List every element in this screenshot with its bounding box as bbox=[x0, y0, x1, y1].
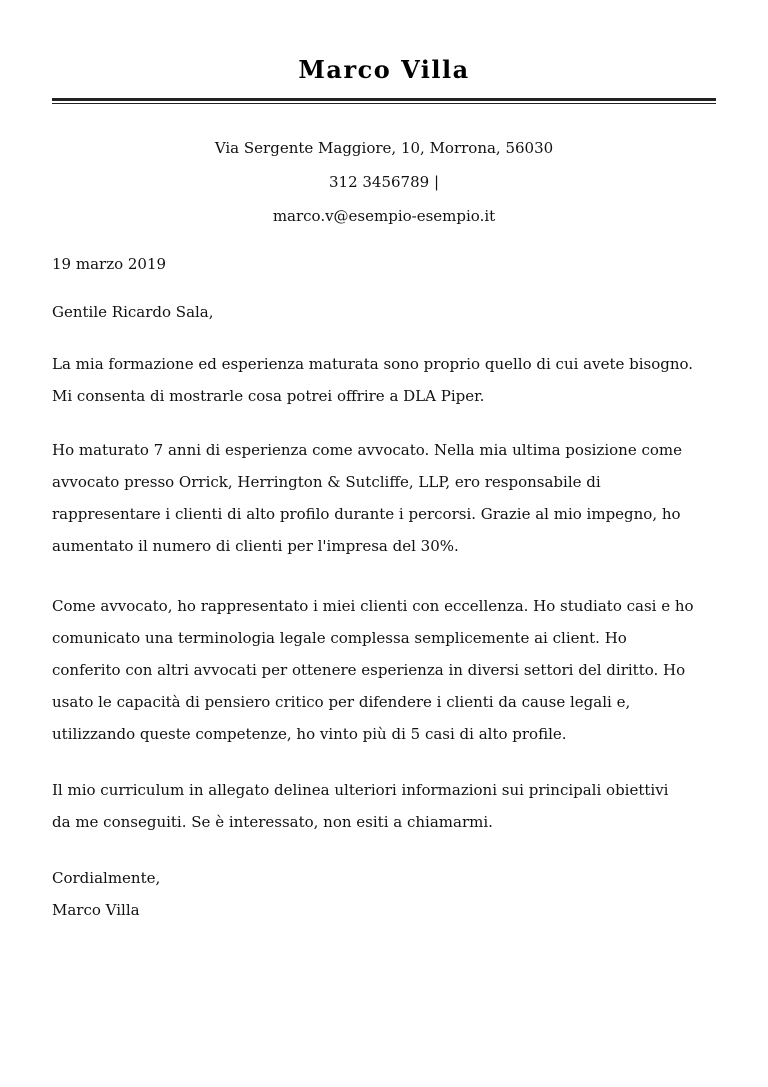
paragraph-line: Il mio curriculum in allegato delinea ulteriori informazioni sui principali obiettivi bbox=[52, 781, 669, 799]
paragraph-line: comunicato una terminologia legale complessa semplicemente ai client. Ho bbox=[52, 629, 627, 647]
closing: Cordialmente, bbox=[52, 869, 161, 887]
paragraph-closing-remarks bbox=[52, 774, 724, 838]
sender-email: marco.v@esempio-esempio.it bbox=[272, 207, 496, 225]
paragraph-skills bbox=[52, 590, 724, 750]
sender-phone: 312 3456789 | bbox=[328, 173, 440, 191]
paragraph-line: avvocato presso Orrick, Herrington & Sutcliffe, LLP, ero responsabile di bbox=[52, 473, 601, 491]
paragraph-experience bbox=[52, 434, 724, 562]
paragraph-line: aumentato il numero di clienti per l'impresa del 30%. bbox=[52, 537, 459, 555]
paragraph-line: conferito con altri avvocati per ottenere esperienza in diversi settori del diritto. Ho bbox=[52, 661, 686, 679]
signature-name: Marco Villa bbox=[52, 901, 140, 919]
header-rule-thick bbox=[52, 98, 716, 101]
sender-address: Via Sergente Maggiore, 10, Morrona, 56030 bbox=[214, 139, 554, 157]
header-rule-thin bbox=[52, 103, 716, 104]
letter-date: 19 marzo 2019 bbox=[52, 255, 167, 273]
sender-name: Marco Villa bbox=[298, 55, 470, 84]
paragraph-line: La mia formazione ed esperienza maturata sono proprio quello di cui avete bisogno. bbox=[52, 355, 694, 373]
paragraph-line: Ho maturato 7 anni di esperienza come avvocato. Nella mia ultima posizione come bbox=[52, 441, 683, 459]
salutation: Gentile Ricardo Sala, bbox=[52, 303, 214, 321]
paragraph-intro bbox=[52, 348, 724, 412]
paragraph-line: Come avvocato, ho rappresentato i miei clienti con eccellenza. Ho studiato casi e ho bbox=[52, 597, 694, 615]
paragraph-line: utilizzando queste competenze, ho vinto più di 5 casi di alto profile. bbox=[52, 725, 567, 743]
paragraph-line: Mi consenta di mostrarle cosa potrei offrire a DLA Piper. bbox=[52, 387, 485, 405]
contact-block bbox=[0, 131, 768, 233]
paragraph-line: rappresentare i clienti di alto profilo durante i percorsi. Grazie al mio impegno, ho bbox=[52, 505, 681, 523]
paragraph-line: usato le capacità di pensiero critico per difendere i clienti da cause legali e, bbox=[52, 693, 631, 711]
paragraph-line: da me conseguiti. Se è interessato, non esiti a chiamarmi. bbox=[52, 813, 493, 831]
